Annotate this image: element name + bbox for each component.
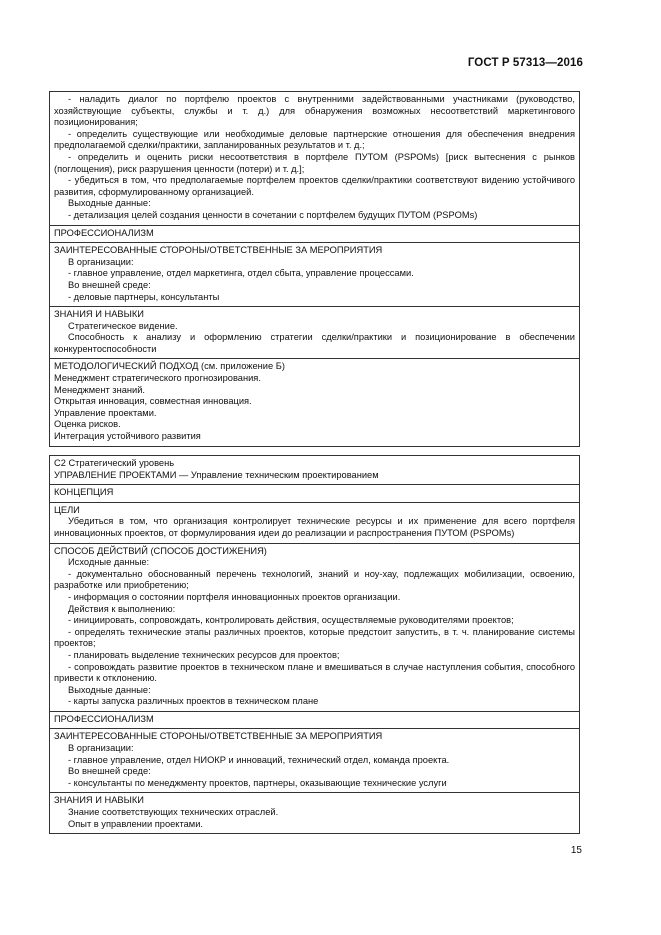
list-item: Опыт в управлении проектами. <box>68 818 203 829</box>
list-item: - главное управление, отдел НИОКР и инноваций, технический отдел, команда проекта. <box>68 754 450 765</box>
list-item: - деловые партнеры, консультанты <box>68 291 220 302</box>
list-item: - документально обоснованный перечень технологий, знаний и ноу-хау, подлежащих мобилизации, освоению, разработке или приобретению; <box>54 568 575 591</box>
method-cell <box>50 543 579 711</box>
page-number: 15 <box>570 845 582 856</box>
continuation-table <box>49 91 580 447</box>
section-title: УПРАВЛЕНИЕ ПРОЕКТАМИ — Управление техническим проектированием <box>54 469 379 480</box>
list-item: Управление проектами. <box>54 407 157 418</box>
output-label: Выходные данные: <box>68 198 151 209</box>
list-item: - определить и оценить риски несоответствия в портфеле ПУТОМ (PSPOMs) [риск вытеснения с рынков (поглощения), риск разрушения ценности (потери) и т. д.]; <box>54 151 575 174</box>
list-item: Менеджмент знаний. <box>54 384 145 395</box>
list-item: Действия к выполнению: <box>68 603 176 614</box>
stakeholders-cell <box>50 242 579 306</box>
list-item: - консультанты по менеджменту проектов, партнеры, оказывающие технические услуги <box>68 777 447 788</box>
goals-cell <box>50 502 579 543</box>
list-item: Менеджмент стратегического прогнозирования. <box>54 373 261 384</box>
level-label: С2 Стратегический уровень <box>54 458 175 468</box>
actions-continuation-cell <box>50 92 579 225</box>
list-item: Знание соответствующих технических отраслей. <box>68 807 279 818</box>
list-item: В организации: <box>68 743 134 754</box>
method-heading: СПОСОБ ДЕЙСТВИЙ (СПОСОБ ДОСТИЖЕНИЯ) <box>54 545 267 556</box>
list-item: Во внешней среде: <box>68 279 151 290</box>
stakeholders-heading: ЗАИНТЕРЕСОВАННЫЕ СТОРОНЫ/ОТВЕТСТВЕННЫЕ ЗА МЕРОПРИЯТИЯ <box>54 731 383 742</box>
stakeholders-heading: ЗАИНТЕРЕСОВАННЫЕ СТОРОНЫ/ОТВЕТСТВЕННЫЕ ЗА МЕРОПРИЯТИЯ <box>54 245 383 256</box>
list-item: - убедиться в том, что предполагаемые портфелем проектов сделки/практики соответствуют видению устойчивого развития, сформулированному организацией. <box>54 175 575 197</box>
list-item: - детализация целей создания ценности в сочетании с портфелем будущих ПУТОМ (PSPOMs) <box>68 209 478 220</box>
list-item: Оценка рисков. <box>54 419 121 430</box>
list-item: Интеграция устойчивого развития <box>54 431 201 442</box>
standard-code: ГОСТ Р 57313—2016 <box>467 57 583 69</box>
list-item: - планировать выделение технических ресурсов для проектов; <box>68 649 340 660</box>
c2-table <box>49 455 580 834</box>
professionalism-heading: ПРОФЕССИОНАЛИЗМ <box>50 225 579 243</box>
list-item: Исходные данные: <box>68 557 150 568</box>
list-item: - наладить диалог по портфелю проектов с внутренними задействованными участниками (руководство, хозяйствующие субъекты, службы и т. д.) для обнаружения возможных несоответствий маркетингового позиционирования; <box>54 94 575 128</box>
list-item: Открытая инновация, совместная инновация. <box>54 396 252 407</box>
list-item: Стратегическое видение. <box>68 320 178 331</box>
list-item: - информация о состоянии портфеля инновационных проектов организации. <box>68 591 401 602</box>
list-item: В организации: <box>68 256 134 267</box>
skills-cell <box>50 792 579 833</box>
list-item: Во внешней среде: <box>68 766 151 777</box>
stakeholders-cell <box>50 728 579 792</box>
skills-cell <box>50 306 579 358</box>
list-item: Выходные данные: <box>68 684 151 695</box>
concept-heading: КОНЦЕПЦИЯ <box>50 484 579 502</box>
goals-text: Убедиться в том, что организация контролирует технические ресурсы и их применение для всего портфеля инновационных проектов, от формулирования идеи до реализации и распространения ПУТОМ (PSPOMs) <box>54 516 575 538</box>
skills-heading: ЗНАНИЯ И НАВЫКИ <box>54 309 144 320</box>
goals-heading: ЦЕЛИ <box>54 504 80 515</box>
skills-heading: ЗНАНИЯ И НАВЫКИ <box>54 795 144 806</box>
professionalism-heading: ПРОФЕССИОНАЛИЗМ <box>50 711 579 729</box>
list-item: - карты запуска различных проектов в техническом плане <box>68 696 319 707</box>
list-item: - главное управление, отдел маркетинга, отдел сбыта, управление процессами. <box>68 268 414 279</box>
list-item: Способность к анализу и оформлению стратегии сделки/практики и позиционирование в обеспечении конкурентоспособности <box>54 332 575 354</box>
methodology-heading: МЕТОДОЛОГИЧЕСКИЙ ПОДХОД (см. приложение Б) <box>54 361 285 372</box>
methodology-cell <box>50 358 579 445</box>
list-item: - инициировать, сопровождать, контролировать действия, осуществляемые руководителями проектов; <box>68 615 514 626</box>
c2-title-cell <box>50 456 579 484</box>
list-item: - определить существующие или необходимые деловые партнерские отношения для обеспечения внедрения предполагаемой сделки/практики, запланированных результатов и т. д.; <box>54 128 575 151</box>
list-item: - сопровождать развитие проектов в техническом плане и вмешиваться в случае наступления события, способного привести к отклонению. <box>54 661 575 684</box>
list-item: - определять технические этапы различных проектов, которые предстоит запустить, в т. ч. планирование системы проектов; <box>54 626 575 649</box>
